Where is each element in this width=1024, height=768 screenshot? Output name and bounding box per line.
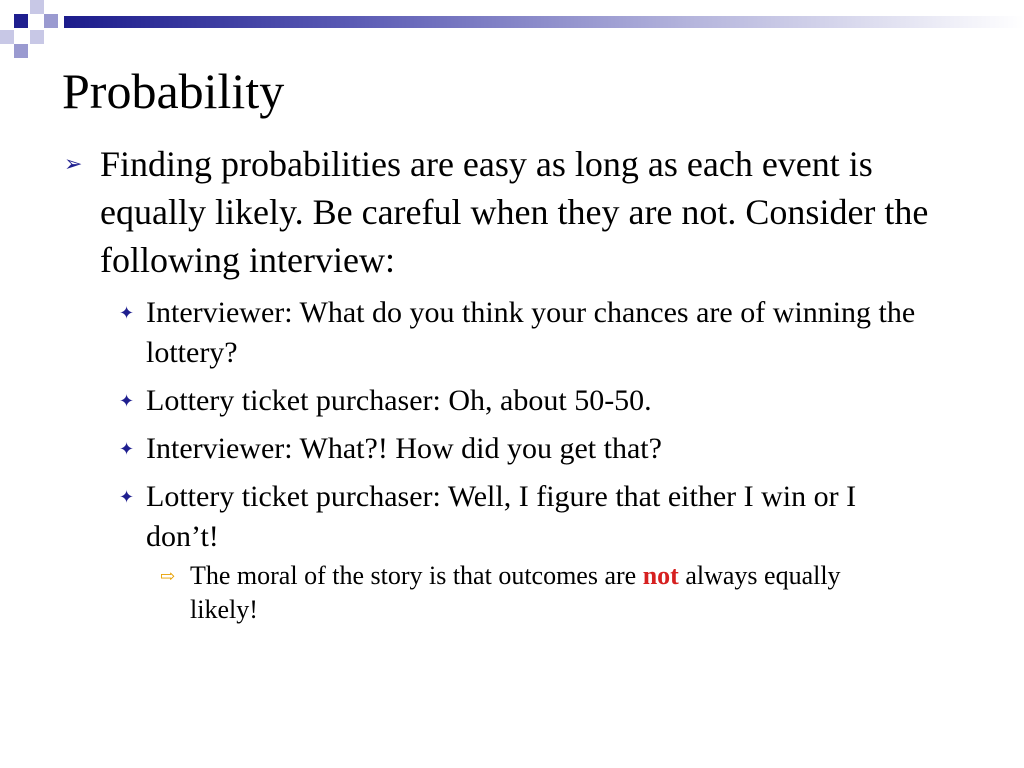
navy-square-decoration	[14, 14, 28, 28]
star-bullet-icon: ✦	[119, 487, 135, 507]
sub-bullet-text: Interviewer: What do you think your chances are of winning the lottery?	[146, 296, 916, 369]
note-text-after: always equally likely!	[190, 561, 841, 624]
sub-bullet-text: Lottery ticket purchaser: Oh, about 50-50.	[146, 384, 652, 417]
star-bullet-icon: ✦	[119, 439, 135, 459]
sub-bullet-text: Interviewer: What?! How did you get that?	[146, 432, 662, 465]
sub-bullet-list	[116, 293, 932, 627]
mid-square-decoration	[14, 44, 28, 58]
note-text-before: The moral of the story is that outcomes are	[190, 561, 643, 590]
arrowhead-bullet-icon: ➢	[64, 151, 83, 176]
hollow-arrow-bullet-icon: ⇨	[160, 566, 176, 586]
header-gradient-bar	[64, 16, 1024, 28]
star-bullet-icon: ✦	[119, 303, 135, 323]
light-square-decoration	[0, 30, 14, 44]
moral-note	[160, 559, 890, 627]
emphasis-word: not	[642, 561, 679, 590]
sub-bullet	[116, 477, 932, 557]
slide-body	[64, 140, 964, 627]
header-decoration	[0, 0, 1024, 60]
star-bullet-icon: ✦	[119, 391, 135, 411]
slide-title: Probability	[62, 63, 285, 119]
light-square-decoration	[30, 0, 44, 14]
sub-bullet-text: Lottery ticket purchaser: Well, I figure that either I win or I don’t!	[146, 480, 857, 553]
light-square-decoration	[30, 30, 44, 44]
main-bullet-text: Finding probabilities are easy as long as each event is equally likely. Be careful when they are not. Consider the following interview:	[100, 144, 929, 280]
sub-bullet	[116, 381, 932, 421]
sub-bullet	[116, 429, 932, 469]
mid-square-decoration	[44, 14, 58, 28]
main-bullet	[64, 140, 964, 284]
sub-bullet	[116, 293, 932, 373]
